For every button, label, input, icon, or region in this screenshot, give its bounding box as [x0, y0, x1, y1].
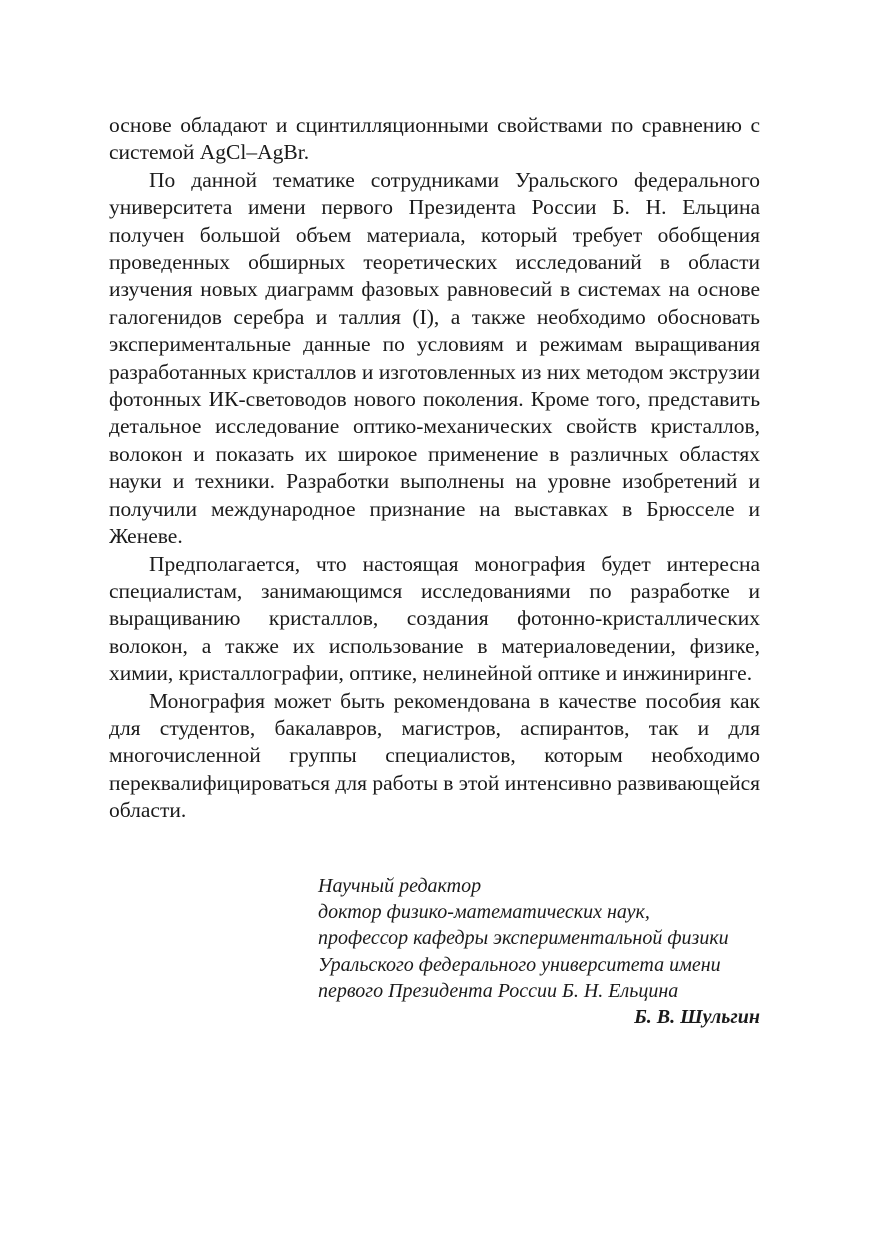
editor-role: Научный редактор: [318, 875, 482, 897]
editor-signature: [318, 873, 760, 1030]
preface-body: [109, 112, 760, 825]
editor-name: Б. В. Шульгин: [634, 1006, 760, 1029]
paragraph-continuation: основе обладают и сцинтилляционными свойствами по сравнению с системой AgCl–AgBr.: [109, 113, 760, 165]
paragraph-audience: Предполагается, что настоящая монография будет интересна специалистам, занимающимся исследованиями по разработке и выращиванию кристаллов, создания фотонно-кристаллических волокон, а также их использование в материаловедении, физике, химии, кристаллографии, оптике, нелинейной оптике и инжиниринге.: [109, 551, 760, 686]
paragraph-recommendation: Монография может быть рекомендована в качестве пособия как для студентов, бакалавров, магистров, аспирантов, так и для многочисленной группы специалистов, которым необходимо переквалифицироваться для работы в этой интенсивно развивающейся области.: [109, 688, 761, 823]
editor-degree: доктор физико-математических наук,: [318, 901, 650, 924]
editor-position: профессор кафедры экспериментальной физики: [318, 927, 729, 950]
editor-university-line-1: Уральского федерального университета имени: [318, 953, 721, 976]
editor-university-line-2: первого Президента России Б. Н. Ельцина: [318, 979, 679, 1002]
paragraph-research-scope: По данной тематике сотрудниками Уральского федерального университета имени первого Президента России Б. Н. Ельцина получен большой объем материала, который требует обобщения проведенных обширных теоретических исследований в области изучения новых диаграмм фазовых равновесий в системах на основе галогенидов серебра и таллия (I), а также необходимо обосновать экспериментальные данные по условиям и режимам выращивания разработанных кристаллов и изготовленных из них методом экструзии фотонных ИК-световодов нового поколения. Кроме того, представить детальное исследование оптико-механических свойств кристаллов, волокон и показать их широкое применение в различных областях науки и техники. Разработки выполнены на уровне изобретений и получили международное признание на выставках в Брюсселе и Женеве.: [109, 167, 760, 549]
